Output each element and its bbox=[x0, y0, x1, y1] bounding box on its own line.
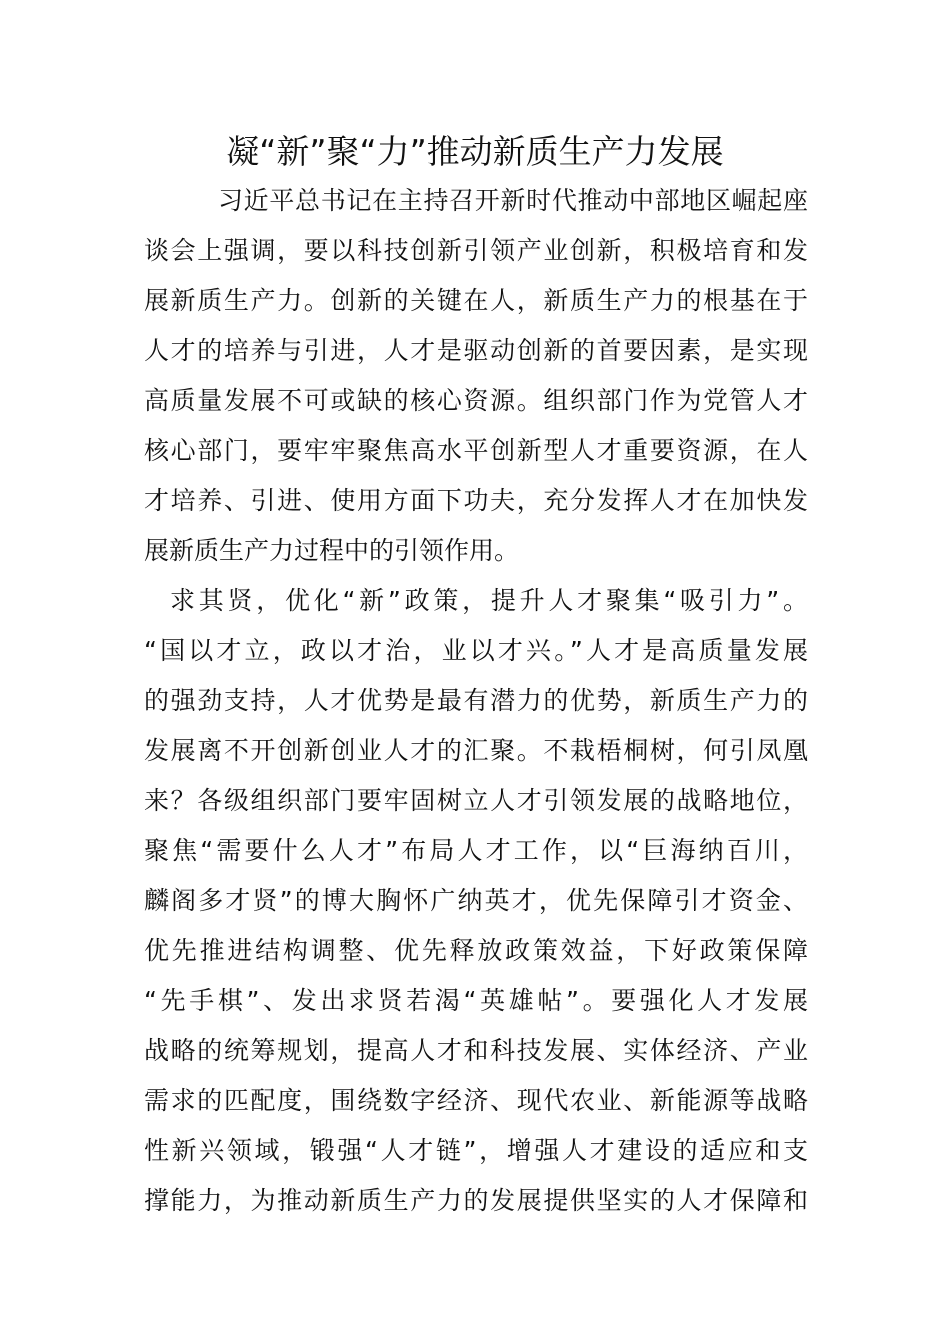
paragraph-2-line: 聚焦“需要什么人才”布局人才工作，以“巨海纳百川， bbox=[144, 836, 808, 865]
document-title: 凝“新”聚“力”推动新质生产力发展 bbox=[226, 132, 724, 171]
paragraph-1-line: 才培养、引进、使用方面下功夫，充分发挥人才在加快发 bbox=[144, 486, 808, 515]
paragraph-1-line: 谈会上强调，要以科技创新引领产业创新，积极培育和发 bbox=[144, 236, 808, 265]
paragraph-1-line: 人才的培养与引进，人才是驱动创新的首要因素，是实现 bbox=[144, 336, 808, 365]
paragraph-1-line: 展新质生产力过程中的引领作用。 bbox=[144, 536, 520, 565]
paragraph-2-line: 麟阁多才贤”的博大胸怀广纳英才，优先保障引才资金、 bbox=[144, 886, 808, 915]
paragraph-1-line: 核心部门，要牢牢聚焦高水平创新型人才重要资源，在人 bbox=[144, 436, 808, 465]
paragraph-2-line: 需求的匹配度，围绕数字经济、现代农业、新能源等战略 bbox=[144, 1086, 808, 1115]
paragraph-2-line: 求其贤，优化“新”政策，提升人才聚集“吸引力”。 bbox=[170, 586, 808, 615]
paragraph-1-line: 高质量发展不可或缺的核心资源。组织部门作为党管人才 bbox=[144, 386, 808, 415]
paragraph-2-line: 的强劲支持，人才优势是最有潜力的优势，新质生产力的 bbox=[144, 686, 808, 715]
paragraph-2-line: “先手棋”、发出求贤若渴“英雄帖”。要强化人才发展 bbox=[144, 986, 808, 1015]
paragraph-2-line: “国以才立，政以才治，业以才兴。”人才是高质量发展 bbox=[144, 636, 808, 665]
paragraph-1-line: 展新质生产力。创新的关键在人，新质生产力的根基在于 bbox=[144, 286, 808, 315]
paragraph-2-line: 来？各级组织部门要牢固树立人才引领发展的战略地位， bbox=[144, 786, 808, 815]
paragraph-1-line: 习近平总书记在主持召开新时代推动中部地区崛起座 bbox=[218, 186, 808, 215]
paragraph-2-line: 撑能力，为推动新质生产力的发展提供坚实的人才保障和 bbox=[144, 1186, 808, 1215]
paragraph-2-line: 战略的统筹规划，提高人才和科技发展、实体经济、产业 bbox=[144, 1036, 808, 1065]
paragraph-2-line: 性新兴领域，锻强“人才链”，增强人才建设的适应和支 bbox=[144, 1136, 808, 1165]
paragraph-2-line: 发展离不开创新创业人才的汇聚。不栽梧桐树，何引凤凰 bbox=[144, 736, 808, 765]
paragraph-2-line: 优先推进结构调整、优先释放政策效益，下好政策保障 bbox=[144, 936, 808, 965]
